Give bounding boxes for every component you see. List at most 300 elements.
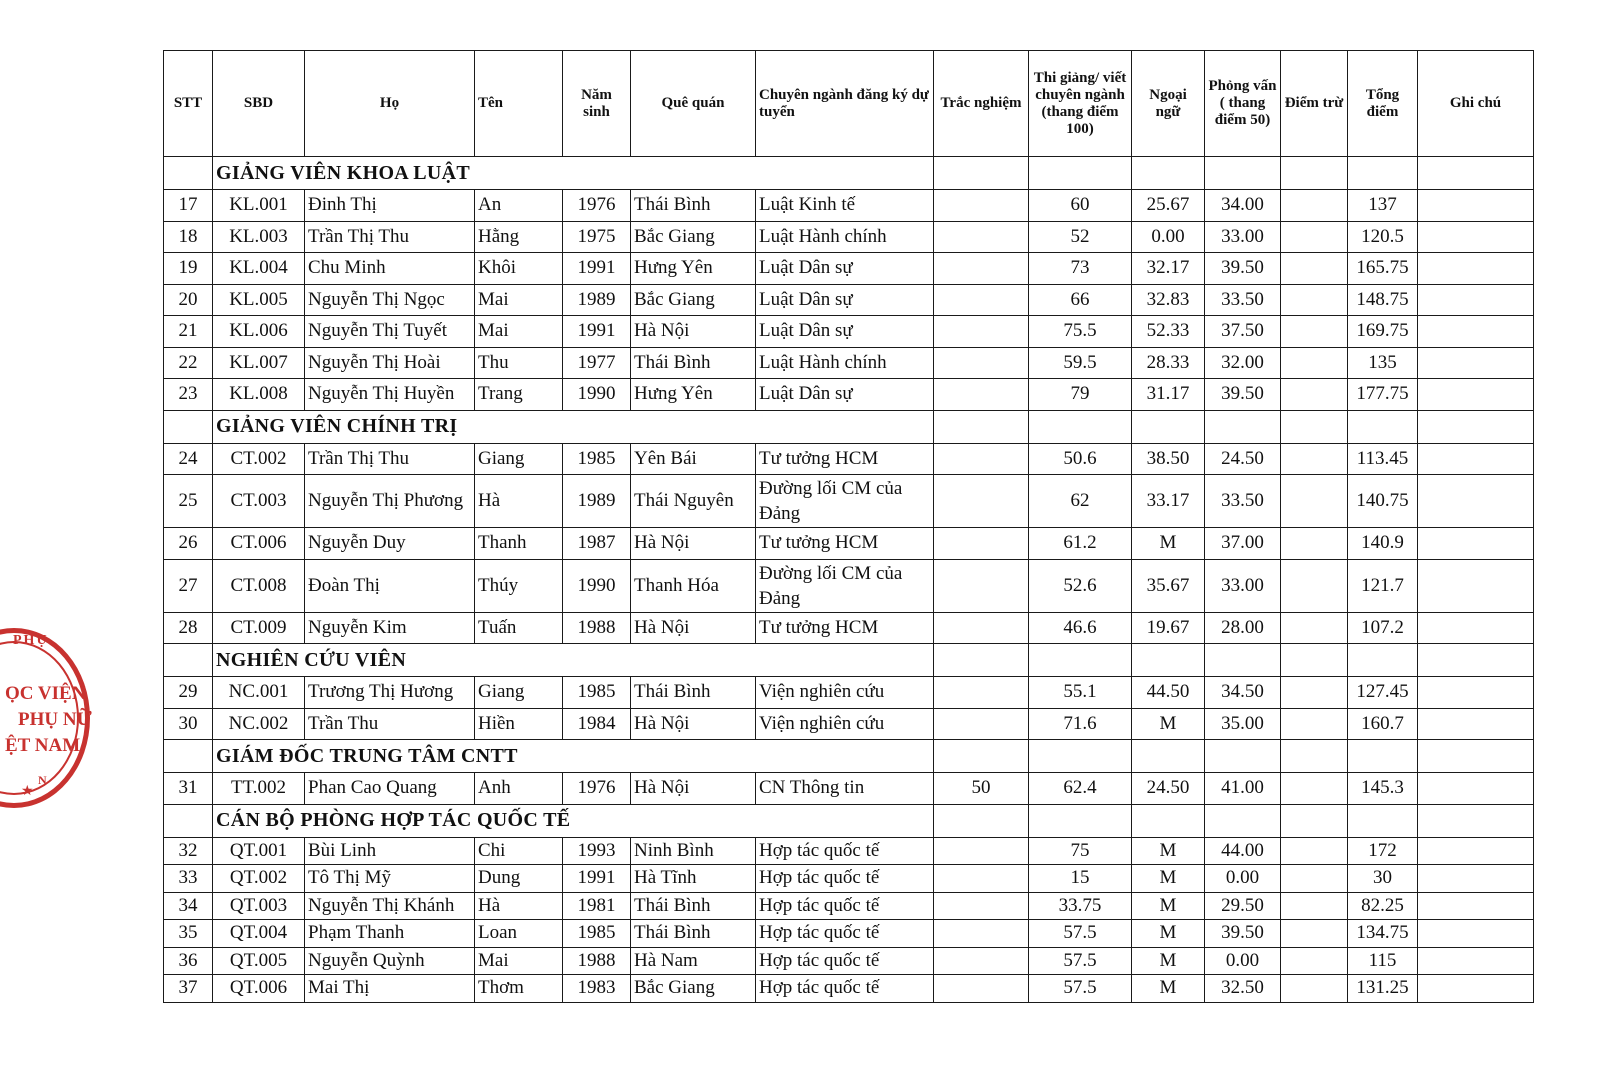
cell-ngoai-ngu: M xyxy=(1132,920,1205,948)
cell-phong-van: 33.50 xyxy=(1205,284,1281,316)
section-empty-cell xyxy=(1205,410,1281,443)
cell-stt: 18 xyxy=(164,221,213,253)
cell-ho: Nguyễn Thị Ngọc xyxy=(305,284,475,316)
cell-phong-van: 33.50 xyxy=(1205,475,1281,528)
cell-sbd: NC.001 xyxy=(213,677,305,709)
cell-ngoai-ngu: M xyxy=(1132,865,1205,893)
cell-diem-tru xyxy=(1281,253,1348,285)
section-row xyxy=(164,157,1534,190)
cell-diem-tru xyxy=(1281,221,1348,253)
table-row xyxy=(164,559,1534,612)
section-empty-cell xyxy=(1029,644,1132,677)
section-empty-cell xyxy=(1205,157,1281,190)
cell-ten: Thanh xyxy=(475,528,563,560)
cell-nam-sinh: 1991 xyxy=(563,316,631,348)
cell-phong-van: 35.00 xyxy=(1205,708,1281,740)
cell-trac-nghiem xyxy=(934,559,1029,612)
section-empty-cell xyxy=(1132,740,1205,773)
table-row xyxy=(164,865,1534,893)
cell-trac-nghiem xyxy=(934,316,1029,348)
cell-chuyen-nganh: Hợp tác quốc tế xyxy=(756,892,934,920)
cell-phong-van: 34.50 xyxy=(1205,677,1281,709)
cell-tong-diem: 121.7 xyxy=(1348,559,1418,612)
section-row xyxy=(164,804,1534,837)
table-row xyxy=(164,443,1534,475)
cell-ho: Nguyễn Thị Huyền xyxy=(305,379,475,411)
cell-tong-diem: 140.75 xyxy=(1348,475,1418,528)
cell-ten: Mai xyxy=(475,284,563,316)
cell-tong-diem: 113.45 xyxy=(1348,443,1418,475)
cell-stt: 29 xyxy=(164,677,213,709)
cell-sbd: NC.002 xyxy=(213,708,305,740)
cell-diem-tru xyxy=(1281,837,1348,865)
cell-tong-diem: 131.25 xyxy=(1348,975,1418,1003)
section-title: CÁN BỘ PHÒNG HỢP TÁC QUỐC TẾ xyxy=(213,804,934,837)
cell-nam-sinh: 1985 xyxy=(563,677,631,709)
cell-diem-tru xyxy=(1281,947,1348,975)
cell-ten: Giang xyxy=(475,677,563,709)
cell-ghi-chu xyxy=(1418,379,1534,411)
section-empty-cell xyxy=(1348,157,1418,190)
cell-phong-van: 39.50 xyxy=(1205,920,1281,948)
section-empty-cell xyxy=(164,804,213,837)
section-empty-cell xyxy=(1029,410,1132,443)
cell-thi-giang: 33.75 xyxy=(1029,892,1132,920)
cell-tong-diem: 177.75 xyxy=(1348,379,1418,411)
cell-nam-sinh: 1990 xyxy=(563,379,631,411)
cell-nam-sinh: 1989 xyxy=(563,284,631,316)
cell-ho: Phan Cao Quang xyxy=(305,773,475,805)
cell-chuyen-nganh: Hợp tác quốc tế xyxy=(756,975,934,1003)
cell-phong-van: 41.00 xyxy=(1205,773,1281,805)
cell-chuyen-nganh: CN Thông tin xyxy=(756,773,934,805)
section-empty-cell xyxy=(1281,644,1348,677)
table-row xyxy=(164,379,1534,411)
col-header-sbd: SBD xyxy=(213,51,305,157)
cell-tong-diem: 148.75 xyxy=(1348,284,1418,316)
cell-phong-van: 44.00 xyxy=(1205,837,1281,865)
cell-nam-sinh: 1993 xyxy=(563,837,631,865)
cell-sbd: QT.002 xyxy=(213,865,305,893)
cell-stt: 17 xyxy=(164,190,213,222)
cell-trac-nghiem xyxy=(934,528,1029,560)
cell-que-quan: Hưng Yên xyxy=(631,253,756,285)
cell-nam-sinh: 1984 xyxy=(563,708,631,740)
cell-tong-diem: 134.75 xyxy=(1348,920,1418,948)
cell-diem-tru xyxy=(1281,443,1348,475)
cell-ho: Nguyễn Kim xyxy=(305,612,475,644)
table-row xyxy=(164,947,1534,975)
cell-ngoai-ngu: M xyxy=(1132,975,1205,1003)
cell-chuyen-nganh: Tư tưởng HCM xyxy=(756,443,934,475)
cell-thi-giang: 46.6 xyxy=(1029,612,1132,644)
section-title: GIẢNG VIÊN CHÍNH TRỊ xyxy=(213,410,934,443)
cell-trac-nghiem xyxy=(934,253,1029,285)
cell-tong-diem: 165.75 xyxy=(1348,253,1418,285)
cell-ngoai-ngu: 38.50 xyxy=(1132,443,1205,475)
section-empty-cell xyxy=(1348,644,1418,677)
section-empty-cell xyxy=(1348,410,1418,443)
cell-trac-nghiem xyxy=(934,708,1029,740)
cell-thi-giang: 50.6 xyxy=(1029,443,1132,475)
cell-sbd: KL.006 xyxy=(213,316,305,348)
table-row xyxy=(164,253,1534,285)
section-empty-cell xyxy=(1205,804,1281,837)
cell-ho: Trần Thu xyxy=(305,708,475,740)
section-empty-cell xyxy=(1132,157,1205,190)
section-empty-cell xyxy=(1418,740,1534,773)
cell-ho: Đinh Thị xyxy=(305,190,475,222)
cell-que-quan: Thanh Hóa xyxy=(631,559,756,612)
cell-ten: Trang xyxy=(475,379,563,411)
cell-ngoai-ngu: M xyxy=(1132,947,1205,975)
cell-ten: Hằng xyxy=(475,221,563,253)
cell-stt: 20 xyxy=(164,284,213,316)
cell-chuyen-nganh: Luật Kinh tế xyxy=(756,190,934,222)
cell-thi-giang: 79 xyxy=(1029,379,1132,411)
cell-ho: Đoàn Thị xyxy=(305,559,475,612)
cell-trac-nghiem xyxy=(934,865,1029,893)
cell-que-quan: Thái Bình xyxy=(631,920,756,948)
section-empty-cell xyxy=(934,410,1029,443)
cell-thi-giang: 62.4 xyxy=(1029,773,1132,805)
cell-nam-sinh: 1990 xyxy=(563,559,631,612)
cell-ten: Hiền xyxy=(475,708,563,740)
cell-ghi-chu xyxy=(1418,892,1534,920)
table-row xyxy=(164,708,1534,740)
cell-que-quan: Hà Nội xyxy=(631,316,756,348)
cell-ghi-chu xyxy=(1418,347,1534,379)
section-row xyxy=(164,644,1534,677)
cell-stt: 28 xyxy=(164,612,213,644)
cell-ngoai-ngu: 19.67 xyxy=(1132,612,1205,644)
cell-thi-giang: 75 xyxy=(1029,837,1132,865)
cell-stt: 24 xyxy=(164,443,213,475)
seal-line-1: ỌC VIỆN xyxy=(5,683,86,704)
cell-ngoai-ngu: 28.33 xyxy=(1132,347,1205,379)
table-body xyxy=(164,157,1534,1003)
cell-stt: 31 xyxy=(164,773,213,805)
seal-top-text: PHỤ xyxy=(13,633,49,648)
cell-diem-tru xyxy=(1281,677,1348,709)
cell-trac-nghiem xyxy=(934,892,1029,920)
section-empty-cell xyxy=(1281,157,1348,190)
cell-ten: Tuấn xyxy=(475,612,563,644)
cell-diem-tru xyxy=(1281,612,1348,644)
cell-phong-van: 32.00 xyxy=(1205,347,1281,379)
cell-chuyen-nganh: Viện nghiên cứu xyxy=(756,677,934,709)
section-empty-cell xyxy=(1418,804,1534,837)
cell-nam-sinh: 1977 xyxy=(563,347,631,379)
cell-que-quan: Hà Tĩnh xyxy=(631,865,756,893)
cell-trac-nghiem xyxy=(934,677,1029,709)
cell-chuyen-nganh: Viện nghiên cứu xyxy=(756,708,934,740)
cell-chuyen-nganh: Luật Dân sự xyxy=(756,253,934,285)
cell-sbd: QT.005 xyxy=(213,947,305,975)
cell-diem-tru xyxy=(1281,316,1348,348)
cell-ho: Bùi Linh xyxy=(305,837,475,865)
cell-ho: Trần Thị Thu xyxy=(305,221,475,253)
cell-nam-sinh: 1991 xyxy=(563,253,631,285)
table-row xyxy=(164,221,1534,253)
cell-ho: Tô Thị Mỹ xyxy=(305,865,475,893)
cell-phong-van: 39.50 xyxy=(1205,253,1281,285)
table-row xyxy=(164,975,1534,1003)
cell-tong-diem: 107.2 xyxy=(1348,612,1418,644)
header-row xyxy=(164,51,1534,157)
cell-ho: Chu Minh xyxy=(305,253,475,285)
cell-ho: Nguyễn Quỳnh xyxy=(305,947,475,975)
section-empty-cell xyxy=(1281,410,1348,443)
cell-ghi-chu xyxy=(1418,253,1534,285)
cell-ngoai-ngu: 31.17 xyxy=(1132,379,1205,411)
cell-tong-diem: 127.45 xyxy=(1348,677,1418,709)
cell-nam-sinh: 1976 xyxy=(563,190,631,222)
cell-ngoai-ngu: 25.67 xyxy=(1132,190,1205,222)
cell-chuyen-nganh: Luật Dân sự xyxy=(756,379,934,411)
table-row xyxy=(164,190,1534,222)
section-empty-cell xyxy=(1132,644,1205,677)
table-row xyxy=(164,837,1534,865)
section-empty-cell xyxy=(934,740,1029,773)
cell-trac-nghiem xyxy=(934,221,1029,253)
table-row xyxy=(164,773,1534,805)
exam-results-table xyxy=(163,50,1534,1003)
cell-trac-nghiem xyxy=(934,443,1029,475)
section-empty-cell xyxy=(1132,804,1205,837)
section-empty-cell xyxy=(1281,804,1348,837)
cell-diem-tru xyxy=(1281,379,1348,411)
cell-diem-tru xyxy=(1281,708,1348,740)
cell-ten: Giang xyxy=(475,443,563,475)
section-empty-cell xyxy=(164,157,213,190)
cell-diem-tru xyxy=(1281,865,1348,893)
cell-sbd: KL.005 xyxy=(213,284,305,316)
cell-ho: Nguyễn Thị Hoài xyxy=(305,347,475,379)
cell-stt: 35 xyxy=(164,920,213,948)
cell-que-quan: Bắc Giang xyxy=(631,221,756,253)
cell-ten: An xyxy=(475,190,563,222)
section-empty-cell xyxy=(934,644,1029,677)
cell-trac-nghiem: 50 xyxy=(934,773,1029,805)
cell-tong-diem: 115 xyxy=(1348,947,1418,975)
cell-chuyen-nganh: Hợp tác quốc tế xyxy=(756,947,934,975)
cell-chuyen-nganh: Tư tưởng HCM xyxy=(756,528,934,560)
cell-thi-giang: 57.5 xyxy=(1029,947,1132,975)
cell-ten: Mai xyxy=(475,947,563,975)
seal-star-icon: ★ xyxy=(21,784,34,799)
cell-trac-nghiem xyxy=(934,612,1029,644)
cell-phong-van: 34.00 xyxy=(1205,190,1281,222)
cell-ghi-chu xyxy=(1418,221,1534,253)
cell-stt: 30 xyxy=(164,708,213,740)
cell-sbd: KL.004 xyxy=(213,253,305,285)
cell-ten: Khôi xyxy=(475,253,563,285)
cell-stt: 36 xyxy=(164,947,213,975)
cell-sbd: TT.002 xyxy=(213,773,305,805)
cell-chuyen-nganh: Luật Hành chính xyxy=(756,221,934,253)
cell-thi-giang: 52.6 xyxy=(1029,559,1132,612)
col-header-ten: Tên xyxy=(475,51,563,157)
cell-thi-giang: 66 xyxy=(1029,284,1132,316)
cell-sbd: KL.001 xyxy=(213,190,305,222)
cell-que-quan: Ninh Bình xyxy=(631,837,756,865)
cell-phong-van: 37.00 xyxy=(1205,528,1281,560)
table-row xyxy=(164,612,1534,644)
cell-sbd: CT.009 xyxy=(213,612,305,644)
cell-diem-tru xyxy=(1281,920,1348,948)
cell-nam-sinh: 1989 xyxy=(563,475,631,528)
cell-ghi-chu xyxy=(1418,708,1534,740)
cell-ghi-chu xyxy=(1418,773,1534,805)
section-empty-cell xyxy=(1418,157,1534,190)
cell-stt: 26 xyxy=(164,528,213,560)
cell-diem-tru xyxy=(1281,975,1348,1003)
cell-ghi-chu xyxy=(1418,284,1534,316)
cell-ho: Mai Thị xyxy=(305,975,475,1003)
section-empty-cell xyxy=(934,804,1029,837)
cell-ngoai-ngu: 52.33 xyxy=(1132,316,1205,348)
col-header-ho: Họ xyxy=(305,51,475,157)
cell-stt: 32 xyxy=(164,837,213,865)
cell-que-quan: Hà Nội xyxy=(631,612,756,644)
col-header-diem-tru: Điểm trừ xyxy=(1281,51,1348,157)
cell-que-quan: Hà Nội xyxy=(631,528,756,560)
cell-nam-sinh: 1975 xyxy=(563,221,631,253)
cell-thi-giang: 62 xyxy=(1029,475,1132,528)
cell-tong-diem: 140.9 xyxy=(1348,528,1418,560)
cell-tong-diem: 30 xyxy=(1348,865,1418,893)
cell-sbd: QT.003 xyxy=(213,892,305,920)
table-row xyxy=(164,528,1534,560)
cell-ghi-chu xyxy=(1418,947,1534,975)
cell-ten: Hà xyxy=(475,475,563,528)
cell-chuyen-nganh: Hợp tác quốc tế xyxy=(756,837,934,865)
cell-ngoai-ngu: 35.67 xyxy=(1132,559,1205,612)
cell-ten: Dung xyxy=(475,865,563,893)
section-empty-cell xyxy=(934,157,1029,190)
cell-ho: Nguyễn Thị Phương xyxy=(305,475,475,528)
cell-stt: 34 xyxy=(164,892,213,920)
cell-thi-giang: 52 xyxy=(1029,221,1132,253)
cell-que-quan: Yên Bái xyxy=(631,443,756,475)
cell-tong-diem: 145.3 xyxy=(1348,773,1418,805)
cell-diem-tru xyxy=(1281,475,1348,528)
cell-que-quan: Thái Bình xyxy=(631,892,756,920)
cell-tong-diem: 135 xyxy=(1348,347,1418,379)
cell-ho: Nguyễn Duy xyxy=(305,528,475,560)
cell-ten: Mai xyxy=(475,316,563,348)
table-row xyxy=(164,920,1534,948)
col-header-thi-giang: Thi giảng/ viết chuyên ngành (thang điểm 100) xyxy=(1029,51,1132,157)
cell-ngoai-ngu: 32.83 xyxy=(1132,284,1205,316)
cell-nam-sinh: 1991 xyxy=(563,865,631,893)
col-header-stt: STT xyxy=(164,51,213,157)
cell-thi-giang: 75.5 xyxy=(1029,316,1132,348)
col-header-phong-van: Phỏng vấn ( thang điểm 50) xyxy=(1205,51,1281,157)
cell-ngoai-ngu: M xyxy=(1132,528,1205,560)
cell-que-quan: Hà Nam xyxy=(631,947,756,975)
cell-ten: Thơm xyxy=(475,975,563,1003)
cell-trac-nghiem xyxy=(934,837,1029,865)
cell-phong-van: 33.00 xyxy=(1205,221,1281,253)
section-empty-cell xyxy=(1348,740,1418,773)
cell-ngoai-ngu: M xyxy=(1132,892,1205,920)
col-header-ghi-chu: Ghi chú xyxy=(1418,51,1534,157)
cell-trac-nghiem xyxy=(934,975,1029,1003)
cell-tong-diem: 172 xyxy=(1348,837,1418,865)
cell-que-quan: Thái Bình xyxy=(631,347,756,379)
cell-ghi-chu xyxy=(1418,612,1534,644)
cell-diem-tru xyxy=(1281,559,1348,612)
cell-diem-tru xyxy=(1281,528,1348,560)
section-row xyxy=(164,410,1534,443)
cell-ho: Nguyễn Thị Khánh xyxy=(305,892,475,920)
section-empty-cell xyxy=(1029,740,1132,773)
cell-que-quan: Thái Nguyên xyxy=(631,475,756,528)
cell-ghi-chu xyxy=(1418,837,1534,865)
cell-stt: 21 xyxy=(164,316,213,348)
cell-ngoai-ngu: 33.17 xyxy=(1132,475,1205,528)
cell-stt: 23 xyxy=(164,379,213,411)
cell-tong-diem: 169.75 xyxy=(1348,316,1418,348)
cell-thi-giang: 73 xyxy=(1029,253,1132,285)
cell-phong-van: 0.00 xyxy=(1205,947,1281,975)
cell-ten: Loan xyxy=(475,920,563,948)
cell-ghi-chu xyxy=(1418,443,1534,475)
section-empty-cell xyxy=(1132,410,1205,443)
cell-nam-sinh: 1985 xyxy=(563,443,631,475)
cell-sbd: KL.007 xyxy=(213,347,305,379)
cell-trac-nghiem xyxy=(934,190,1029,222)
cell-diem-tru xyxy=(1281,284,1348,316)
cell-trac-nghiem xyxy=(934,284,1029,316)
section-empty-cell xyxy=(164,644,213,677)
section-empty-cell xyxy=(1205,644,1281,677)
cell-phong-van: 39.50 xyxy=(1205,379,1281,411)
cell-que-quan: Bắc Giang xyxy=(631,975,756,1003)
cell-ten: Anh xyxy=(475,773,563,805)
cell-nam-sinh: 1983 xyxy=(563,975,631,1003)
institution-seal xyxy=(0,628,90,808)
cell-stt: 33 xyxy=(164,865,213,893)
section-empty-cell xyxy=(1205,740,1281,773)
cell-thi-giang: 55.1 xyxy=(1029,677,1132,709)
section-row xyxy=(164,740,1534,773)
cell-trac-nghiem xyxy=(934,379,1029,411)
cell-ghi-chu xyxy=(1418,316,1534,348)
cell-ho: Trần Thị Thu xyxy=(305,443,475,475)
cell-nam-sinh: 1988 xyxy=(563,947,631,975)
cell-sbd: CT.003 xyxy=(213,475,305,528)
cell-phong-van: 37.50 xyxy=(1205,316,1281,348)
cell-trac-nghiem xyxy=(934,475,1029,528)
cell-phong-van: 24.50 xyxy=(1205,443,1281,475)
cell-ghi-chu xyxy=(1418,475,1534,528)
cell-chuyen-nganh: Hợp tác quốc tế xyxy=(756,865,934,893)
cell-ghi-chu xyxy=(1418,920,1534,948)
cell-que-quan: Bắc Giang xyxy=(631,284,756,316)
cell-chuyen-nganh: Đường lối CM của Đảng xyxy=(756,559,934,612)
cell-nam-sinh: 1988 xyxy=(563,612,631,644)
cell-chuyen-nganh: Tư tưởng HCM xyxy=(756,612,934,644)
section-title: GIÁM ĐỐC TRUNG TÂM CNTT xyxy=(213,740,934,773)
cell-ngoai-ngu: M xyxy=(1132,837,1205,865)
cell-ghi-chu xyxy=(1418,975,1534,1003)
cell-ten: Hà xyxy=(475,892,563,920)
cell-trac-nghiem xyxy=(934,947,1029,975)
cell-ghi-chu xyxy=(1418,559,1534,612)
